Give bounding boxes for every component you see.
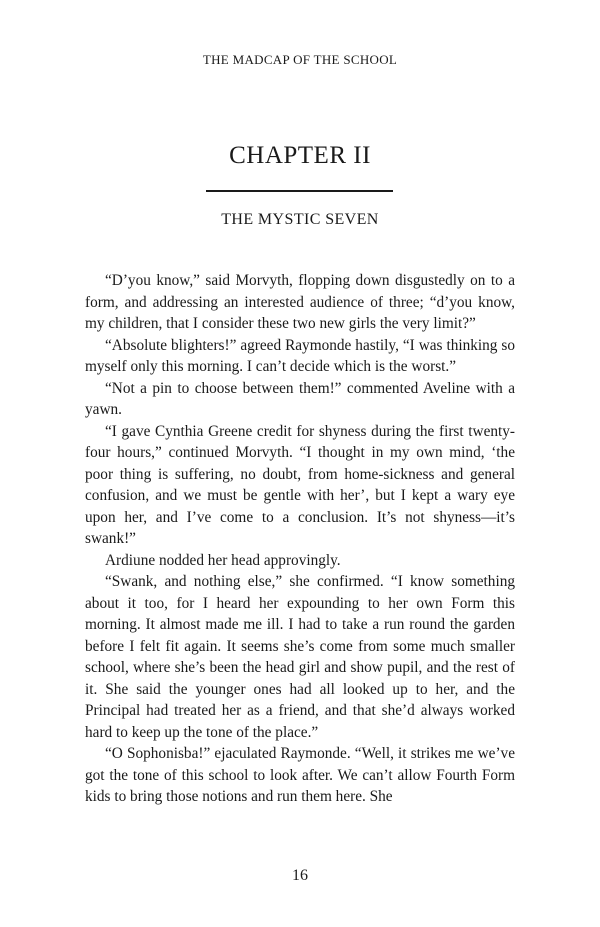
paragraph: “Absolute blighters!” agreed Raymonde hastily, “I was thinking so myself only this morning. I can’t decide which is the worst.” <box>85 336 515 375</box>
paragraph: Ardiune nodded her head approvingly. <box>105 551 341 569</box>
running-head: THE MADCAP OF THE SCHOOL <box>202 52 398 67</box>
body-text <box>85 270 515 808</box>
paragraph: “Not a pin to choose between them!” commented Aveline with a yawn. <box>85 379 515 418</box>
page-number: 16 <box>292 867 308 884</box>
paragraph: “D’you know,” said Morvyth, flopping down disgustedly on to a form, and addressing an interested audience of three; “d’you know, my children, that I consider these two new girls the very limit?” <box>85 272 515 332</box>
chapter-subtitle: THE MYSTIC SEVEN <box>221 211 379 228</box>
paragraph: “I gave Cynthia Greene credit for shyness during the first twenty-four hours,” continued Morvyth. “I thought in my own mind, ‘the poor thing is suffering, no doubt, from home-sickness and general confusion, and we must be gentle with her’, but I kept a wary eye upon her, and I’ve come to a conclusion. It’s not shyness—it’s swank!” <box>85 422 515 547</box>
paragraph: “Swank, and nothing else,” she confirmed. “I know something about it too, for I heard her expounding to her own Form this morning. It almost made me ill. I had to take a run round the garden before I felt fit again. It seems she’s come from some much smaller school, where she’s been the head girl and show pupil, and the rest of it. She said the younger ones had all looked up to her, and the Principal had treated her as a friend, and that she’d always worked hard to keep up the tone of the place.” <box>85 573 515 741</box>
chapter-title: CHAPTER II <box>229 142 371 169</box>
chapter-rule <box>206 190 393 192</box>
paragraph: “O Sophonisba!” ejaculated Raymonde. “Well, it strikes me we’ve got the tone of this school to look after. We can’t allow Fourth Form kids to bring those notions and run them here. She <box>85 745 515 805</box>
